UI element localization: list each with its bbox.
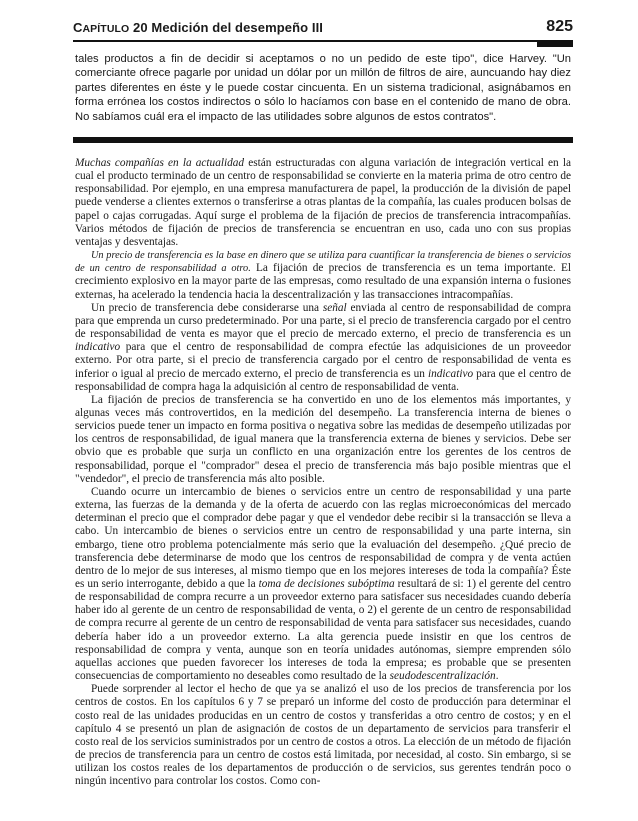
paragraph-5-text-e: .: [495, 670, 499, 683]
chapter-number: 20: [133, 20, 148, 35]
paragraph-3-text-a: Un precio de transferencia debe considerarse una: [91, 301, 323, 314]
chapter-title: Medición del desempeño III: [151, 20, 324, 35]
paragraph-3: [75, 302, 571, 394]
paragraph-5: [75, 486, 571, 683]
quote-block: tales productos a fin de decidir si aceptamos o no un pedido de este tipo", dice Harvey. "Un comerciante ofrece pagarle por unidad un dólar por un millón de filtros de aire, auncuando hay diez partes diferentes en éste y le puede costar cincuenta. En un sistema tradicional, asignábamos en forma errónea los costos indirectos o sólo lo hacíamos con base en el contenido de mano de obra. No sabíamos cuál era el impacto de las utilidades sobre algunos de estos contratos".: [75, 53, 571, 123]
paragraph-1-text: están estructuradas con alguna variación de integración vertical en la cual el producto terminado de un centro de responsabilidad se convierte en la materia prima de otro centro de responsabilidad. Por ejemplo, en una empresa manufacturera de papel, la producción de la división de papel puede venderse a clientes externos o transferirse a otras plantas de la compañía, las cuales producen bolsas de papel o cajas corrugadas. Aquí surge el problema de la fijación de precios de transferencia intracompañías. Varios métodos de fijación de precios de transferencia se encuentran en uso, cada uno con sus propias ventajas y desventajas.: [75, 157, 571, 248]
paragraph-4: La fijación de precios de transferencia se ha convertido en uno de los elementos más importantes, y algunas veces más controvertidos, en la medición del desempeño. La transferencia interna de bienes o servicios puede tener un impacto en forma positiva o negativa sobre las medidas de desempeño utilizadas por los centros de responsabilidad, de igual manera que la transferencia externa de bienes y servicios. Debe ser obvio que es probable que surja un conflicto en una organización entre los gerentes de los centros de responsabilidad, porque el "comprador" desea el precio de transferencia más bajo posible mientras que el "vendedor", el precio de transferencia más alto posible.: [75, 393, 571, 485]
running-header: [73, 20, 573, 46]
paragraph-3-italic-d: indicativo: [75, 341, 121, 354]
chapter-prefix-rest: APÍTULO: [82, 23, 130, 35]
paragraph-5-text-a: Cuando ocurre un intercambio de bienes o servicios entre un centro de responsabilidad y una parte externa, las fuerzas de la demanda y de la oferta de acuerdo con las reglas microeconómicas del mercado determinan el precio que el comprador debe pagar y que el vendedor debe recibir si la transacción se lleva a cabo. Un intercambio de bienes o servicios entre un centro de responsabilidad y una parte interna, sin embargo, tiene otro problema potencialmente más serio que la evaluación del desempeño. ¿Qué precio de transferencia debe determinarse de modo que los centros de responsabilidad de compra y de venta actúen dentro de lo mejor de sus intereses, al mismo tiempo que en los mejores intereses de toda la compañía? Éste es un serio interrogante, debido a que la: [75, 485, 571, 590]
paragraph-3-text-e: para que el centro de responsabilidad de compra efectúe las adquisiciones de un proveedor externo. Por otra parte, si el precio de transferencia cargado por el centro de responsabilidad de venta es inferior o igual al precio de mercado externo, el precio de transferencia es un: [75, 341, 571, 380]
chapter-heading: [73, 20, 323, 35]
chapter-prefix-cap: C: [73, 20, 83, 35]
paragraph-2-text: La fijación de precios de transferencia es un tema importante. El crecimiento explosivo en la mayor parte de las empresas, como resultado de una expansión interna o fusiones externas, ha acelerado la tendencia hacia la descentralización y las transacciones intracompañías.: [75, 262, 571, 301]
paragraph-1: [75, 157, 571, 249]
paragraph-5-italic-b: toma de decisiones subóptima: [258, 578, 395, 590]
paragraph-1-italic: Muchas compañías en la actualidad: [75, 157, 245, 169]
paragraph-5-italic-d: seudodescentralización: [389, 670, 496, 683]
paragraph-2: [75, 249, 571, 302]
section-divider: [73, 137, 573, 143]
paragraph-3-text-c: enviada al centro de responsabilidad de compra para que emprenda un curso predeterminado. Por una parte, si el precio de transferencia cargado por el centro de responsabilidad de venta es mayor que el precio de mercado externo, el precio de transferencia es un: [75, 301, 571, 341]
paragraph-3-italic-b: señal: [322, 301, 347, 314]
paragraph-3-italic-f: indicativo: [427, 367, 474, 380]
header-tab-marker: [537, 40, 573, 47]
paragraph-2-italic: Un precio de transferencia es la base en dinero que se utiliza para cuantificar la transferencia de bienes o servicios de un centro de responsabilidad a otro.: [75, 250, 571, 275]
paragraph-5-text-c: resultará de si: 1) el gerente del centro de responsabilidad de compra recurre a un proveedor externo para satisfacer sus necesidades cuando debería haber ido al gerente de un centro de responsabilidad de venta, o 2) el gerente de un centro de responsabilidad de compra recurre al gerente de un centro de responsabilidad de venta para satisfacer sus necesidades, cuando debería haber ido a un proveedor externo. La alta gerencia puede insistir en que los centros de responsabilidad de compra y venta, aunque son en teoría unidades autónomas, siempre emprenden sólo aquellas acciones que pueden favorecer los intereses de toda la empresa; es probable que se presenten consecuencias de comportamiento no deseables como resultado de la: [75, 578, 571, 683]
page-number: 825: [546, 18, 573, 35]
paragraph-3-text-g: para que el centro de responsabilidad de compra haga la adquisición al centro de responsabilidad de venta.: [75, 367, 571, 393]
header-rule: [73, 40, 573, 42]
body-text: [75, 157, 571, 789]
paragraph-6: Puede sorprender al lector el hecho de que ya se analizó el uso de los precios de transferencia por los centros de costos. En los capítulos 6 y 7 se preparó un informe del costo de producción para determinar el costo real de las unidades producidas en un centro de costos y transferidas a otro centro de costos; y en el capítulo 4 se presentó un plan de asignación de costos de un departamento de servicios para transferir el costo real de los servicios suministrados por un centro de costos a otros. La elección de un método de fijación de precios de transferencia para un centro de costos está limitada, por necesidad, al costo. Sin embargo, si se utilizan los costos reales de los departamentos de producción o de servicios, sus gerentes tendrán poco o ningún incentivo para controlar los costos. Como con-: [75, 683, 571, 788]
